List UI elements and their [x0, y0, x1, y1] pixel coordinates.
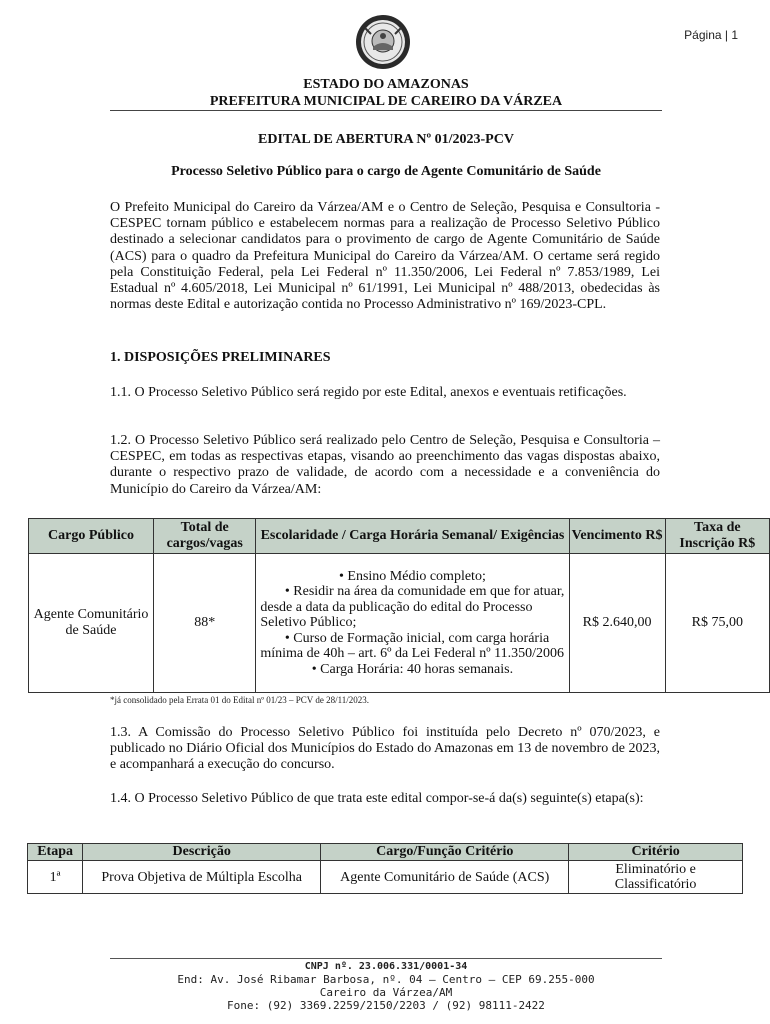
stages-table-header	[28, 844, 743, 861]
page-footer	[110, 960, 662, 1012]
page-number: Página | 1	[684, 28, 738, 42]
edital-title: EDITAL DE ABERTURA Nº 01/2023-PCV	[258, 132, 514, 147]
header-divider	[110, 110, 662, 111]
table-footnote: *já consolidado pela Errata 01 do Edital nº 01/23 – PCV de 28/11/2023.	[110, 695, 370, 705]
cargo-cell: Agente Comunitário de Saúde	[29, 554, 154, 693]
paragraph-1-1: 1.1. O Processo Seletivo Público será regido por este Edital, anexos e eventuais retificações.	[110, 385, 627, 400]
col-etapa: Etapa	[28, 844, 83, 861]
table-row	[28, 861, 743, 894]
salary-cell: R$ 2.640,00	[569, 554, 665, 693]
col-criterio: Critério	[569, 844, 743, 861]
paragraph-1-4: 1.4. O Processo Seletivo Público de que trata este edital compor-se-á da(s) seguinte(s) etapa(s):	[110, 791, 644, 806]
col-salary: Vencimento R$	[569, 519, 665, 554]
municipal-seal-icon	[355, 14, 411, 70]
col-fee: Taxa de Inscrição R$	[665, 519, 769, 554]
footer-city: Careiro da Várzea/AM	[319, 986, 453, 999]
footer-phone: Fone: (92) 3369.2259/2150/2203 / (92) 98111-2422	[227, 999, 545, 1012]
table-row	[29, 554, 770, 693]
vacancy-table-header	[29, 519, 770, 554]
requirements-cell	[256, 554, 569, 693]
paragraph-1-2: 1.2. O Processo Seletivo Público será realizado pelo Centro de Seleção, Pesquisa e Consultoria – CESPEC, em todas as respectivas etapas, visando ao preenchimento das vagas dispostas abaixo, durante o respectivo prazo de validade, de acordo com a necessidade e a conveniência do Município do Careiro da Várzea/AM:	[110, 433, 660, 497]
col-descricao: Descrição	[83, 844, 321, 861]
fee-cell: R$ 75,00	[665, 554, 769, 693]
etapa-cell: 1ª	[28, 861, 83, 894]
paragraph-1-3: 1.3. A Comissão do Processo Seletivo Público foi instituída pelo Decreto nº 070/2023, e publicado no Diário Oficial dos Municípios do Estado do Amazonas em 13 de novembro de 2023, e acompanhará a execução do concurso.	[110, 725, 660, 773]
state-name: ESTADO DO AMAZONAS	[303, 77, 469, 92]
document-subtitle: Processo Seletivo Público para o cargo de Agente Comunitário de Saúde	[171, 164, 601, 179]
col-cargo-funcao: Cargo/Função Critério	[321, 844, 569, 861]
stages-table	[27, 843, 743, 894]
requirement-item: • Carga Horária: 40 horas semanais.	[311, 661, 514, 677]
requirement-item: • Curso de Formação inicial, com carga horária mínima de 40h – art. 6º da Lei Federal nº 11.350/2006	[260, 630, 565, 662]
municipality-name: PREFEITURA MUNICIPAL DE CAREIRO DA VÁRZEA	[209, 94, 563, 109]
col-total: Total de cargos/vagas	[154, 519, 256, 554]
footer-cnpj: CNPJ nº. 23.006.331/0001-34	[304, 961, 468, 972]
cargo-funcao-cell: Agente Comunitário de Saúde (ACS)	[321, 861, 569, 894]
footer-address: End: Av. José Ribamar Barbosa, nº. 04 – Centro – CEP 69.255-000	[177, 973, 595, 986]
requirement-item: • Residir na área da comunidade em que for atuar, desde a data da publicação do edital do Processo Seletivo Público;	[260, 584, 565, 631]
intro-paragraph: O Prefeito Municipal do Careiro da Várzea/AM e o Centro de Seleção, Pesquisa e Consultoria - CESPEC tornam público e estabelecem normas para a realização de Processo Seletivo Público destinado a selecionar candidatos para o provimento de cargo de Agente Comunitário de Saúde (ACS) para o quadro da Prefeitura Municipal do Careiro da Várzea/AM. O certame será regido pela Constituição Federal, pela Lei Federal nº 11.350/2006, Lei Federal nº 7.853/1989, Lei Estadual nº 4.605/2018, Lei Municipal nº 61/1991, Lei Municipal nº 488/2013, obedecidas às normas deste Edital e autorização contida no Processo Administrativo nº 169/2023-CPL.	[110, 200, 660, 313]
section-1-title: 1. DISPOSIÇÕES PRELIMINARES	[110, 350, 331, 365]
document-header	[110, 76, 662, 110]
footer-divider	[110, 958, 662, 959]
total-cell: 88*	[154, 554, 256, 693]
col-cargo: Cargo Público	[29, 519, 154, 554]
col-requirements: Escolaridade / Carga Horária Semanal/ Exigências	[256, 519, 569, 554]
requirement-item: • Ensino Médio completo;	[339, 568, 486, 584]
criterio-cell: Eliminatório e Classificatório	[569, 861, 743, 894]
vacancy-table	[28, 518, 770, 693]
descricao-cell: Prova Objetiva de Múltipla Escolha	[83, 861, 321, 894]
